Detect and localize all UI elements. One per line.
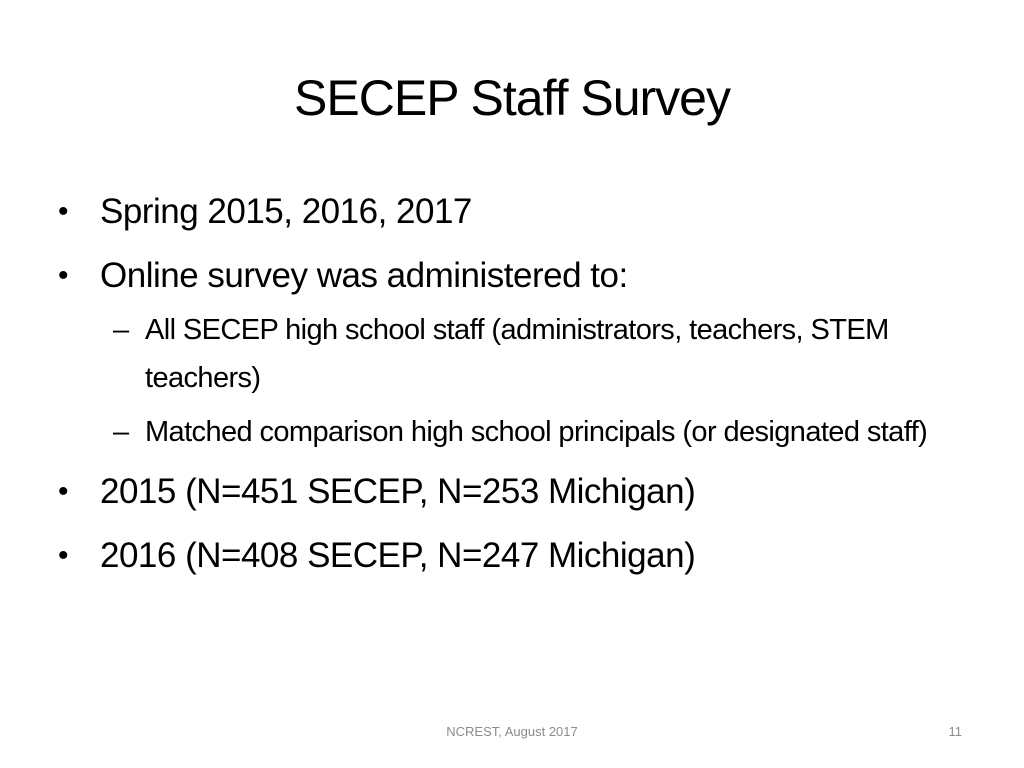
bullet-text: 2016 (N=408 SECEP, N=247 Michigan) [100,536,696,575]
bullet-text: Spring 2015, 2016, 2017 [100,192,472,231]
sub-bullet-text: Matched comparison high school principals (or designated staff) [145,416,928,448]
bullet-text: Online survey was administered to: [100,256,628,295]
bullet-item [56,526,956,586]
sub-bullet-item [56,408,956,456]
bullet-item [56,182,956,242]
bullet-marker-icon: • [58,195,69,228]
slide-title: SECEP Staff Survey [294,70,730,126]
bullet-marker-icon: • [58,475,69,508]
sub-bullet-item [56,306,956,402]
dash-marker-icon: – [113,416,129,448]
bullet-list [56,186,956,586]
dash-marker-icon: – [113,314,129,346]
bullet-marker-icon: • [58,259,69,292]
bullet-marker-icon: • [58,539,69,572]
slide-number: 11 [948,724,962,739]
bullet-item [56,462,956,522]
sub-bullet-text: All SECEP high school staff (administrators, teachers, STEM teachers) [145,314,889,394]
bullet-item [56,246,956,306]
footer-text: NCREST, August 2017 [446,724,578,739]
bullet-text: 2015 (N=451 SECEP, N=253 Michigan) [100,472,696,511]
